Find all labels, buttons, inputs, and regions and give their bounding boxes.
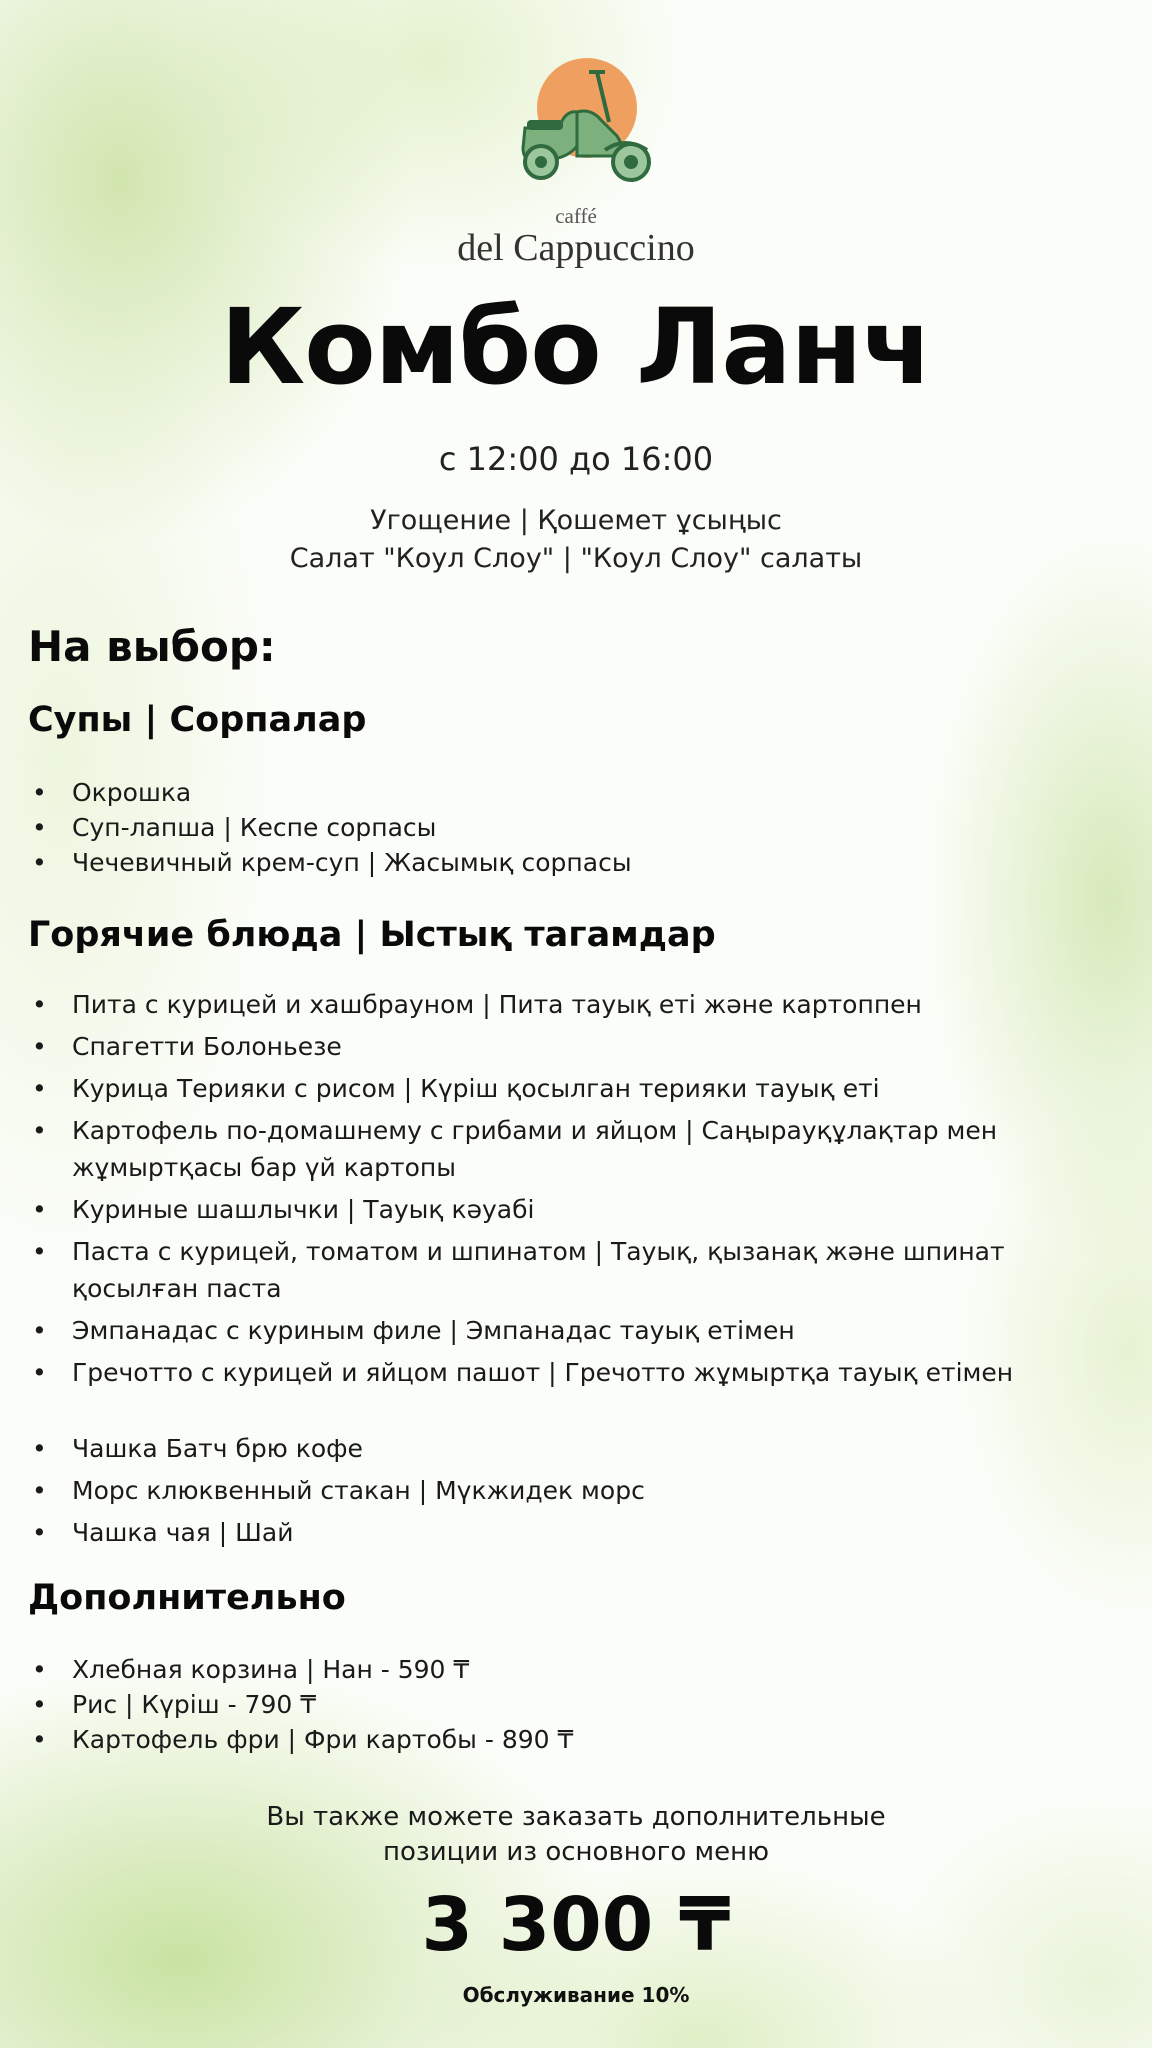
list-item: • Окрошка: [28, 775, 1088, 810]
list-item: • Суп-лапша | Кеспе сорпасы: [28, 810, 1088, 845]
list-item: • Рис | Күріш - 790 ₸: [28, 1687, 1088, 1722]
hours-text: с 12:00 до 16:00: [438, 440, 714, 478]
treat-line-2: Салат "Коул Слоу" | "Коул Слоу" салаты: [289, 543, 863, 574]
note-line-2: позиции из основного меню: [382, 1837, 770, 1867]
list-item: • Курица Терияки с рисом | Күріш қосылган терияки тауық еті: [28, 1070, 1088, 1107]
note-line-1: Вы также можете заказать дополнительные: [266, 1802, 886, 1832]
page-title: Комбо Ланч: [220, 286, 932, 408]
list-item: • Пита с курицей и хашбрауном | Пита тауық еті және картоппен: [28, 986, 1088, 1023]
list-item: • Эмпанадас с куриным филе | Эмпанадас тауық етімен: [28, 1312, 1088, 1349]
list-item: • Гречотто с курицей и яйцом пашот | Гречотто жұмыртқа тауық етімен: [28, 1354, 1088, 1391]
soups-list: [28, 775, 1088, 880]
choice-heading: На выбор:: [28, 622, 276, 671]
hot-dishes-list: [28, 986, 1088, 1396]
list-item: • Чашка чая | Шай: [28, 1514, 1088, 1551]
list-item: • Спагетти Болоньезе: [28, 1028, 1088, 1065]
order-note: [0, 1800, 1152, 1870]
service-charge: Обслуживание 10%: [462, 1983, 690, 2007]
brand-name: del Cappuccino: [457, 227, 695, 269]
combo-price: 3 300 ₸: [421, 1882, 731, 1968]
list-item: • Паста с курицей, томатом и шпинатом | Тауық, қызанақ және шпинат қосылған паста: [28, 1233, 1088, 1307]
soups-title: Супы | Сорпалар: [28, 700, 367, 740]
brand-caffe-label: caffé: [555, 204, 597, 228]
drinks-list: [28, 1430, 1088, 1556]
list-item: • Чечевичный крем-суп | Жасымық сорпасы: [28, 845, 1088, 880]
scooter-logo-icon: [505, 50, 665, 200]
treat-block: [0, 502, 1152, 578]
list-item: • Хлебная корзина | Нан - 590 ₸: [28, 1652, 1088, 1687]
list-item: • Куриные шашлычки | Тауық кәуабі: [28, 1191, 1088, 1228]
list-item: • Картофель фри | Фри картобы - 890 ₸: [28, 1722, 1088, 1757]
list-item: • Картофель по-домашнему с грибами и яйцом | Саңырауқұлақтар мен жұмыртқасы бар үй картопы: [28, 1112, 1088, 1186]
treat-line-1: Угощение | Қошемет ұсыңыс: [370, 505, 782, 536]
list-item: • Морс клюквенный стакан | Мүкжидек морс: [28, 1472, 1088, 1509]
list-item: • Чашка Батч брю кофе: [28, 1430, 1088, 1467]
hot-dishes-title: Горячие блюда | Ыстық тагамдар: [28, 915, 716, 955]
extras-list: [28, 1652, 1088, 1757]
extras-title: Дополнительно: [28, 1578, 346, 1618]
